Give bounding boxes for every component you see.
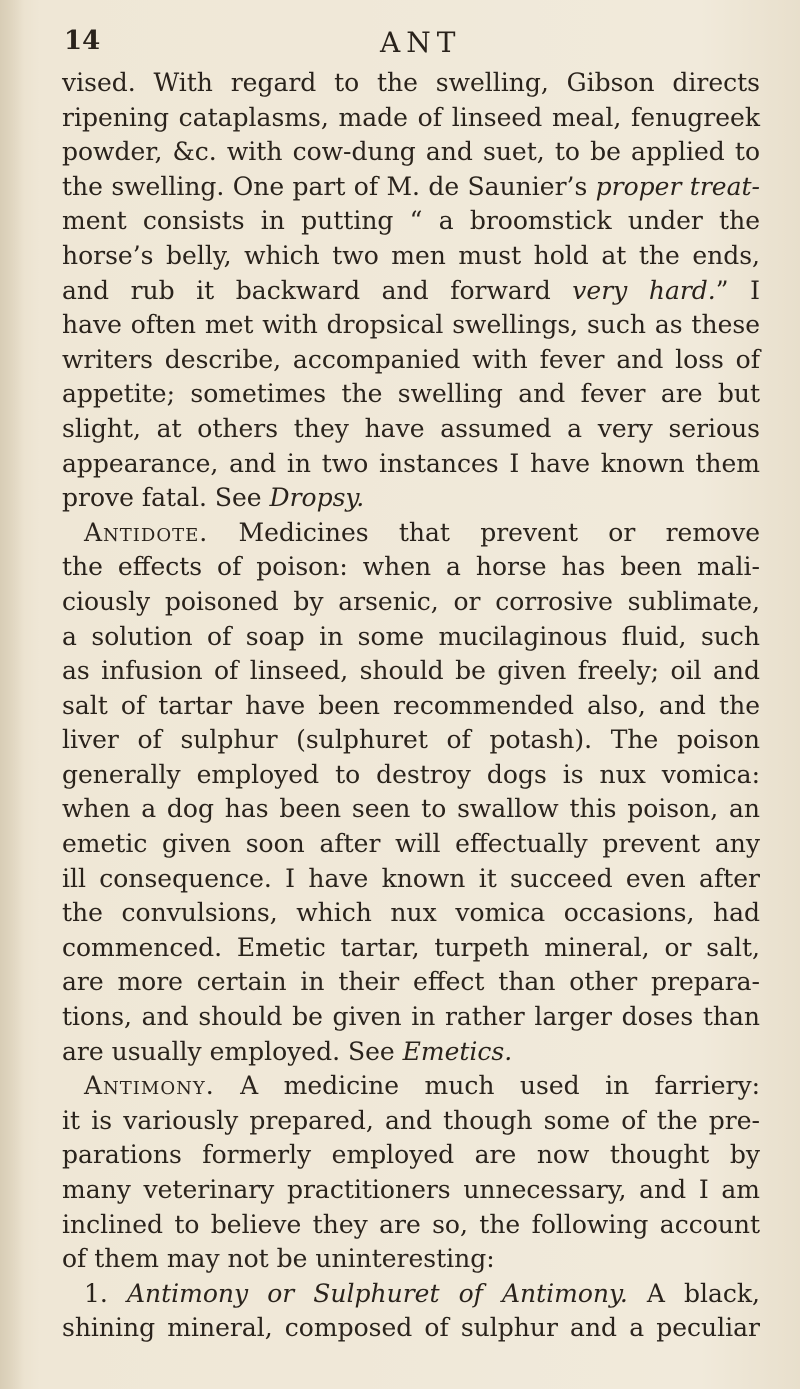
gutter-shadow [0, 0, 24, 1389]
text-line: ciously poisoned by arsenic, or corrosive sublimate, [62, 586, 760, 616]
text-line: ment consists in putting “ a broomstick under the [62, 206, 760, 236]
text-line: are more certain in their effect than other prepara- [62, 967, 760, 997]
text-run: Medicines that prevent or remove [208, 517, 760, 547]
text-line: many veterinary practitioners unnecessary, and I am [62, 1175, 760, 1204]
text-line: salt of tartar have been recommended also, and the [62, 690, 760, 720]
text-run: ” I [715, 275, 760, 305]
text-run: and rub it backward and forward [62, 275, 573, 305]
text-run: the swelling. One part of M. de Saunier’s [62, 171, 596, 201]
entry-heading-line [62, 516, 760, 551]
text-line: when a dog has been seen to swallow this poison, an [62, 794, 760, 824]
cross-reference: Dropsy. [269, 483, 365, 513]
italic-run: very hard. [572, 275, 716, 305]
text-line: the effects of poison: when a horse has been mali- [62, 552, 760, 582]
entry-heading-line [62, 1069, 760, 1104]
text-line: shining mineral, composed of sulphur and a peculiar [62, 1313, 760, 1343]
text-line: a solution of soap in some mucilaginous fluid, such [62, 621, 760, 651]
text-line: ripening cataplasms, made of linseed meal, fenugreek [62, 102, 760, 132]
italic-run: proper treat- [595, 171, 760, 201]
text-line: as infusion of linseed, should be given freely; oil and [62, 656, 760, 686]
text-line: inclined to believe they are so, the following account [62, 1209, 760, 1239]
text-line: appearance, and in two instances I have known them [62, 448, 760, 478]
text-line: of them may not be uninteresting: [62, 1244, 495, 1274]
text-line: powder, &c. with cow-dung and suet, to be applied to [62, 137, 760, 167]
page-number: 14 [64, 26, 101, 56]
text-line [62, 481, 760, 516]
text-run: A black, [627, 1278, 760, 1308]
page-header [60, 26, 760, 66]
text-line: it is variously prepared, and though some of the pre- [62, 1105, 760, 1135]
text-line: appetite; sometimes the swelling and fever are but [62, 379, 760, 409]
text-line: slight, at others they have assumed a very serious [62, 413, 760, 443]
text-line: emetic given soon after will effectually prevent any [62, 829, 760, 859]
text-run: are usually employed. See [62, 1036, 403, 1066]
text-line: the convulsions, which nux vomica occasions, had [62, 898, 760, 928]
text-run: prove fatal. See [62, 483, 270, 513]
text-line: ill consequence. I have known it succeed even after [62, 863, 760, 893]
text-line: horse’s belly, which two men must hold at the ends, [62, 240, 760, 270]
running-head: ANT [380, 26, 462, 59]
text-line: writers describe, accompanied with fever and loss of [62, 344, 760, 374]
text-line [62, 1035, 760, 1070]
body-text [62, 66, 760, 1346]
text-line: parations formerly employed are now thought by [62, 1140, 760, 1170]
text-line: generally employed to destroy dogs is nux vomica: [62, 759, 760, 789]
text-run: 1. [84, 1278, 127, 1308]
text-line [62, 274, 760, 309]
text-line: vised. With regard to the swelling, Gibson directs [62, 68, 760, 97]
text-line: have often met with dropsical swellings, such as these [62, 310, 760, 340]
cross-reference: Emetics. [402, 1036, 513, 1066]
text-line: tions, and should be given in rather larger doses than [62, 1002, 760, 1032]
subentry-term: Antimony or Sulphuret of Antimony. [126, 1278, 628, 1308]
subentry-line [62, 1277, 760, 1312]
entry-term: Antidote. [84, 517, 209, 547]
text-line [62, 170, 760, 205]
text-line: liver of sulphur (sulphuret of potash). The poison [62, 725, 760, 755]
entry-term: Antimony. [84, 1071, 215, 1101]
text-line: commenced. Emetic tartar, turpeth mineral, or salt, [62, 932, 760, 962]
text-run: A medicine much used in farriery: [214, 1071, 760, 1101]
